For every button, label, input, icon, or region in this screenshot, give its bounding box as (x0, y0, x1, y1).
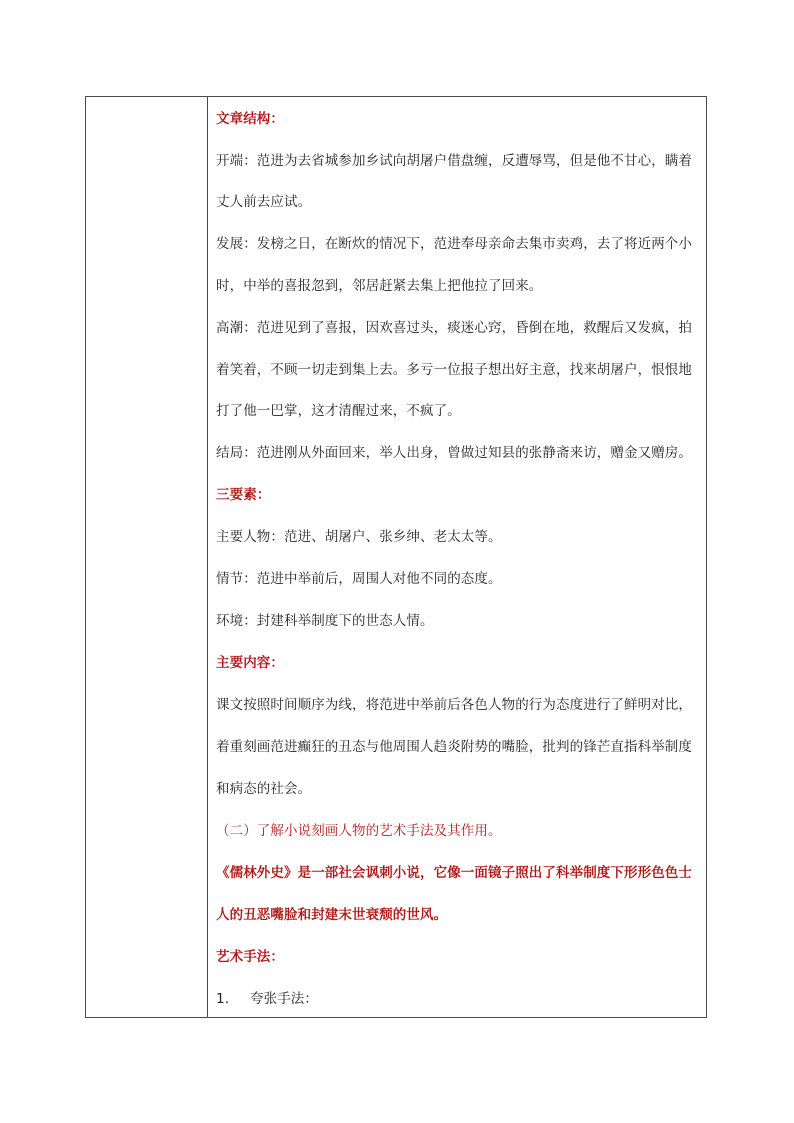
content-table (85, 96, 707, 1018)
jieju-line: 结局：范进刚从外面回来，举人出身，曾做过知县的张静斋来访，赠金又赠房。 (216, 445, 692, 461)
renwu-line: 主要人物：范进、胡屠户、张乡绅、老太太等。 (216, 529, 502, 545)
structure-heading: 文章结构： (216, 111, 284, 127)
kaiduan-line-1: 开端：范进为去省城参加乡试向胡屠户借盘缠，反遭辱骂，但是他不甘心，瞒着 (216, 153, 692, 169)
table-right-cell (208, 97, 706, 1017)
neirong-line-2: 着重刻画范进癫狂的丑态与他周围人趋炎附势的嘴脸，批判的锋芒直指科举制度 (216, 739, 692, 755)
fazhan-line-1: 发展：发榜之日，在断炊的情况下，范进奉母亲命去集市卖鸡，去了将近两个小 (216, 236, 692, 252)
table-left-cell (86, 97, 208, 1017)
art-heading: 艺术手法： (216, 949, 284, 965)
qingjie-line: 情节：范进中举前后，周围人对他不同的态度。 (216, 571, 502, 587)
art-item-1 (216, 989, 702, 1009)
gaochao-line-2: 着笑着，不顾一切走到集上去。多亏一位报子想出好主意，找来胡屠户，恨恨地 (216, 362, 692, 378)
art-item-1-number: 1. (216, 991, 230, 1007)
section-two-line: （二）了解小说刻画人物的艺术手法及其作用。 (216, 823, 502, 839)
huanjing-line: 环境：封建科举制度下的世态人情。 (216, 613, 434, 629)
elements-heading: 三要素： (216, 487, 271, 503)
rulin-line-2: 人的丑恶嘴脸和封建末世衰颓的世风。 (216, 907, 448, 923)
kaiduan-line-2: 丈人前去应试。 (216, 194, 312, 210)
art-item-1-label: 夸张手法： (250, 991, 318, 1007)
neirong-line-3: 和病态的社会。 (216, 781, 312, 797)
fazhan-line-2: 时，中举的喜报忽到，邻居赶紧去集上把他拉了回来。 (216, 278, 543, 294)
gaochao-line-1: 高潮：范进见到了喜报，因欢喜过头，痰迷心窍，昏倒在地，救醒后又发疯，拍 (216, 320, 692, 336)
content-heading: 主要内容： (216, 655, 284, 671)
rulin-line-1: 《儒林外史》是一部社会讽刺小说，它像一面镜子照出了科举制度下形形色色士 (216, 865, 692, 881)
gaochao-line-3: 打了他一巴掌，这才清醒过来，不疯了。 (216, 403, 461, 419)
neirong-line-1: 课文按照时间顺序为线，将范进中举前后各色人物的行为态度进行了鲜明对比， (216, 697, 692, 713)
